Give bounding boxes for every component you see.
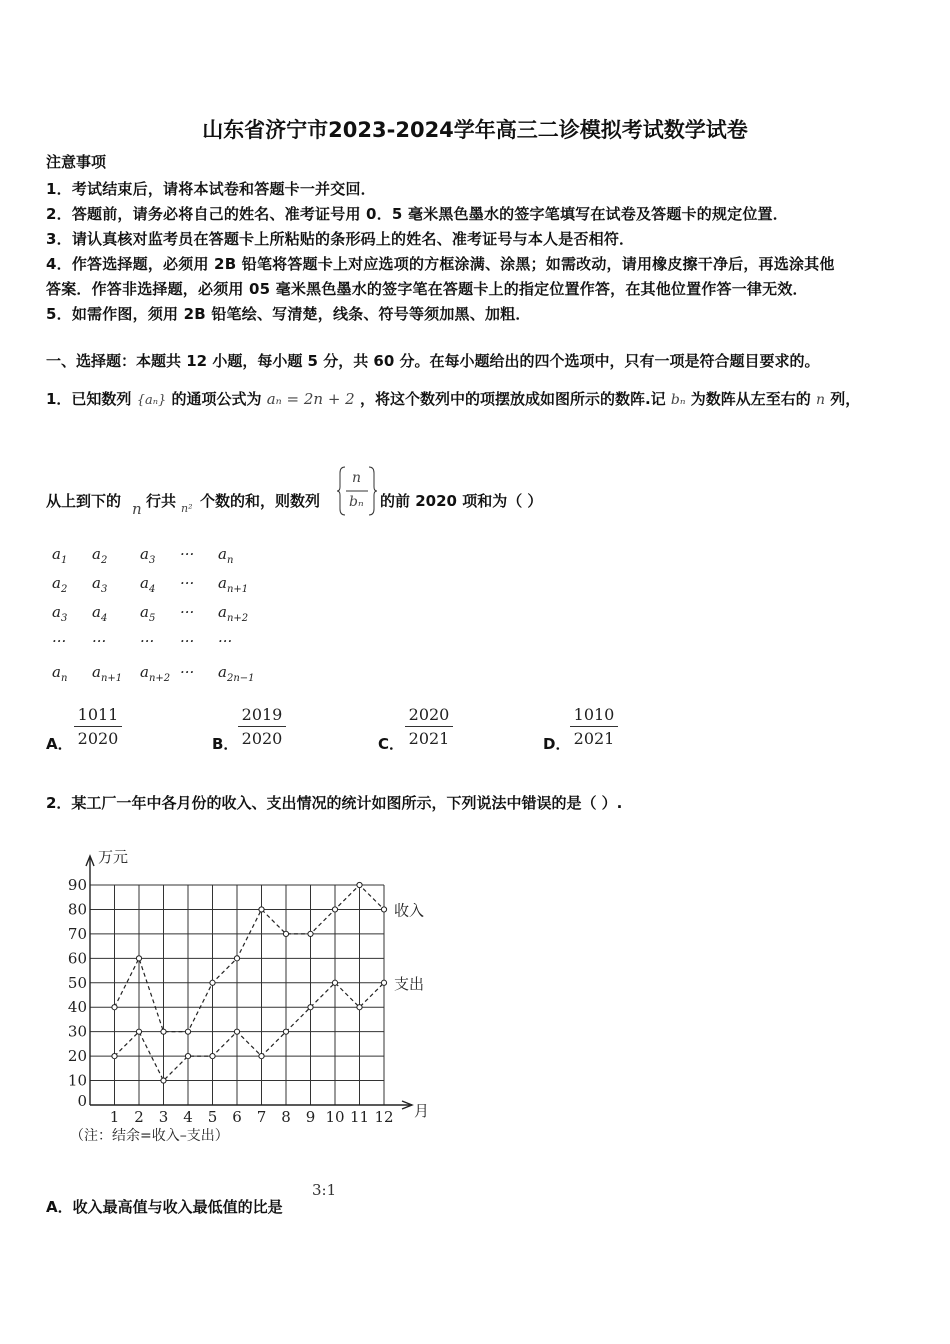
data-point	[283, 1029, 288, 1034]
q1-bn: bₙ	[670, 392, 686, 408]
notice-item-4-cont: 答案．作答非选择题，必须用 05 毫米黑色墨水的签字笔在答题卡上的指定位置作答，在其他位置作答一律无效．	[46, 280, 808, 298]
data-point	[112, 1005, 117, 1010]
number-matrix	[50, 545, 270, 695]
page-title: 山东省济宁市2023-2024学年高三二诊模拟考试数学试卷	[202, 118, 748, 142]
matrix-cell: $a_4$	[92, 603, 108, 624]
data-point	[259, 1054, 264, 1059]
notice-item-2: 2．答题前，请务必将自己的姓名、准考证号用 0．5 毫米黑色墨水的签字笔填写在试卷及答题卡的规定位置．	[46, 205, 788, 223]
data-point	[185, 1029, 190, 1034]
matrix-cell: $a_2$	[52, 574, 68, 595]
matrix-cell: $a_n$	[52, 663, 68, 684]
data-point	[234, 1029, 239, 1034]
matrix-cell: $a_{n+1}$	[218, 574, 249, 595]
data-point	[357, 1005, 362, 1010]
data-point	[112, 1054, 117, 1059]
option-d-label: D．	[543, 735, 571, 753]
data-point	[332, 980, 337, 985]
option-b-label: B．	[212, 735, 239, 753]
chart-xlabel: 月	[414, 1102, 430, 1120]
y-tick-label: 70	[67, 924, 87, 943]
x-tick-label: 11	[349, 1108, 370, 1126]
data-point	[136, 956, 141, 961]
option-a-den: 2020	[77, 729, 119, 748]
data-point	[136, 1029, 141, 1034]
q2-option-a-text: A．收入最高值与收入最低值的比是	[46, 1198, 283, 1216]
series-label: 收入	[394, 901, 425, 920]
option-b-num: 2019	[238, 705, 286, 727]
matrix-cell: $a_3$	[140, 545, 156, 566]
matrix-cell: $a_4$	[140, 574, 156, 595]
y-tick-label: 0	[77, 1092, 87, 1110]
matrix-cell: $a_1$	[52, 545, 68, 566]
q1-text-5: 列，	[830, 390, 861, 408]
q2-text: 2．某工厂一年中各月份的收入、支出情况的统计如图所示，下列说法中错误的是（ ）.	[46, 794, 623, 812]
matrix-cell: $a_2$	[92, 545, 108, 566]
notice-item-4: 4．作答选择题，必须用 2B 铅笔将答题卡上对应选项的方框涂满、涂黑；如需改动，请用橡皮擦干净后，再选涂其他	[46, 255, 835, 273]
data-point	[259, 907, 264, 912]
matrix-cell: ···	[180, 603, 195, 621]
matrix-cell: $a_5$	[140, 603, 156, 624]
q1-line1	[46, 388, 860, 409]
notice-heading: 注意事项	[46, 153, 107, 171]
q1-line2-d: 的前 2020 项和为（ ）	[380, 492, 543, 510]
x-tick-label: 12	[374, 1108, 394, 1126]
option-a-num: 1011	[74, 705, 122, 727]
matrix-cell: $a_{n+1}$	[92, 663, 123, 684]
x-tick-label: 10	[325, 1108, 345, 1126]
option-a-fraction	[74, 705, 122, 748]
matrix-cell: ···	[180, 632, 195, 650]
section-heading: 一、选择题：本题共 12 小题，每小题 5 分，共 60 分。在每小题给出的四个选项中，只有一项是符合题目要求的。	[46, 352, 820, 370]
matrix-cell: $a_{n+2}$	[218, 603, 249, 624]
x-tick-label: 1	[109, 1108, 120, 1126]
option-b-den: 2020	[241, 729, 283, 748]
series-label: 支出	[394, 974, 425, 993]
data-point	[381, 907, 386, 912]
data-point	[357, 882, 362, 887]
q1-sequence-fraction	[337, 465, 377, 517]
q1-n: n	[816, 392, 826, 408]
y-tick-label: 40	[67, 998, 87, 1017]
matrix-cell: ···	[218, 632, 233, 650]
data-point	[161, 1029, 166, 1034]
x-tick-label: 6	[232, 1108, 242, 1126]
matrix-cell: ···	[92, 632, 107, 650]
matrix-cell: $a_n$	[218, 545, 234, 566]
matrix-cell: ···	[180, 663, 195, 681]
matrix-cell: ···	[180, 574, 195, 592]
x-tick-label: 7	[256, 1108, 267, 1126]
x-tick-label: 2	[134, 1108, 144, 1126]
data-point	[210, 1054, 215, 1059]
matrix-cell: ···	[140, 632, 155, 650]
notice-item-3: 3．请认真核对监考员在答题卡上所粘贴的条形码上的姓名、准考证号与本人是否相符．	[46, 230, 635, 248]
option-c-label: C．	[378, 735, 405, 753]
option-c-den: 2021	[408, 729, 450, 748]
matrix-cell: $a_3$	[52, 603, 68, 624]
frac-numerator: n	[352, 470, 362, 486]
matrix-cell: ···	[180, 545, 195, 563]
q1-text-2: 的通项公式为	[171, 390, 262, 408]
x-tick-label: 9	[305, 1108, 316, 1126]
data-point	[332, 907, 337, 912]
y-tick-label: 20	[67, 1047, 87, 1066]
matrix-cell: $a_{n+2}$	[140, 663, 171, 684]
x-tick-label: 4	[183, 1108, 193, 1126]
notice-item-5: 5．如需作图，须用 2B 铅笔绘、写清楚，线条、符号等须加黑、加粗．	[46, 305, 531, 323]
y-tick-label: 50	[67, 973, 87, 992]
x-tick-label: 5	[207, 1108, 218, 1126]
y-tick-label: 90	[67, 876, 87, 894]
option-d-fraction	[570, 705, 618, 748]
chart-ylabel: 万元	[98, 848, 129, 866]
data-point	[234, 956, 239, 961]
chart-note: （注：结余=收入–支出）	[70, 1128, 229, 1144]
q1-seq-an: {aₙ}	[136, 393, 167, 408]
q1-line2-n2: n²	[181, 502, 193, 515]
option-b-fraction	[238, 705, 286, 748]
data-point	[185, 1054, 190, 1059]
option-d-den: 2021	[573, 729, 615, 748]
data-point	[161, 1078, 166, 1083]
y-tick-label: 80	[67, 900, 87, 919]
q1-text-4: 为数阵从左至右的	[690, 390, 811, 408]
y-tick-label: 60	[67, 949, 87, 968]
q1-text-1: 1．已知数列	[46, 390, 132, 408]
q1-formula: aₙ = 2n + 2	[266, 390, 355, 408]
data-point	[283, 931, 288, 936]
frac-denominator: bₙ	[349, 494, 364, 510]
option-a-label: A．	[46, 735, 73, 753]
matrix-cell: $a_{2n-1}$	[218, 663, 255, 684]
y-tick-label: 10	[67, 1071, 87, 1090]
data-point	[381, 980, 386, 985]
q2-option-a-ratio: 3:1	[312, 1181, 337, 1199]
matrix-cell: $a_3$	[92, 574, 108, 595]
q1-line2-a: 从上到下的	[46, 492, 122, 510]
y-tick-label: 30	[67, 1022, 87, 1041]
income-expense-chart	[50, 840, 450, 1150]
option-c-num: 2020	[405, 705, 453, 727]
x-tick-label: 3	[158, 1108, 169, 1126]
data-point	[308, 1005, 313, 1010]
option-c-fraction	[405, 705, 453, 748]
option-d-num: 1010	[570, 705, 618, 727]
notice-item-1: 1．考试结束后，请将本试卷和答题卡一并交回．	[46, 180, 376, 198]
q1-line2-n: n	[132, 500, 142, 518]
q1-text-3: ，将这个数列中的项摆放成如图所示的数阵.记	[359, 390, 666, 408]
matrix-cell: ···	[52, 632, 67, 650]
q1-line2-b: 行共	[146, 492, 177, 510]
data-point	[210, 980, 215, 985]
data-point	[308, 931, 313, 936]
x-tick-label: 8	[281, 1108, 291, 1126]
q1-line2-c: 个数的和，则数列	[200, 492, 321, 510]
